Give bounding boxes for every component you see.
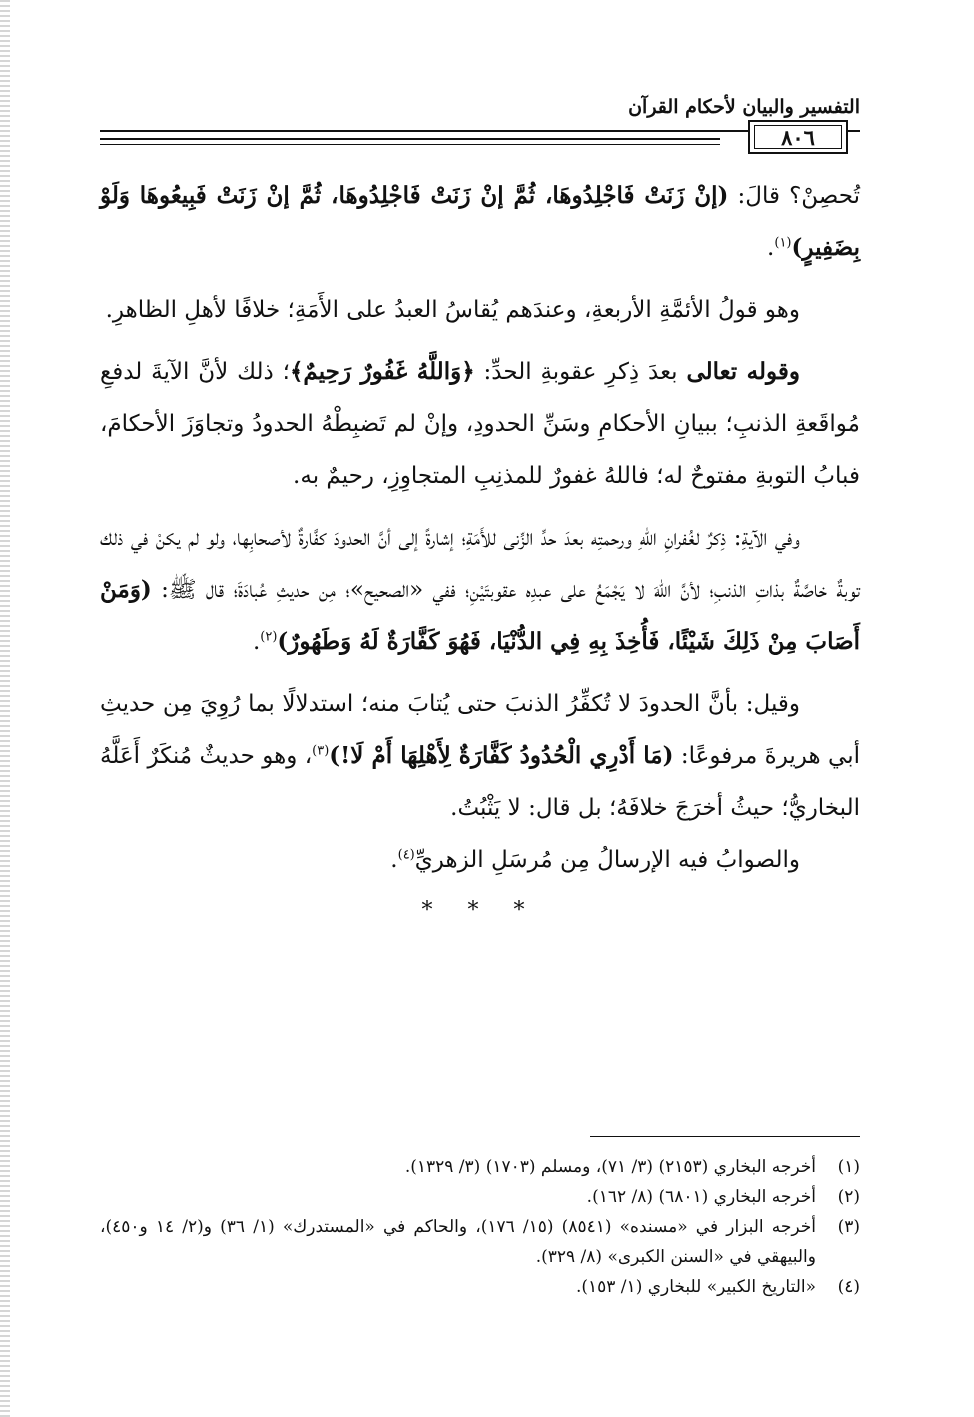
footnote-text: أخرجه البخاري (٢١٥٣) (٣/ ٧١)، ومسلم (١٧٠٣) (٣/ ١٣٢٩). <box>404 1157 816 1177</box>
paragraph-1 <box>100 170 860 274</box>
header-rule <box>100 130 860 132</box>
p3-lead: وقوله تعالى <box>686 358 800 385</box>
footnote-ref-2: (٢) <box>260 629 278 645</box>
scan-edge <box>0 0 10 1417</box>
p5-text: وقيل: بأنَّ الحدودَ لا تُكفِّرُ الذنبَ حتى يُتابَ منه؛ استدلالًا بما رُوِيَ مِن حديثِ أبي هريرةَ مرفوعًا: <box>100 691 860 769</box>
footnote-item <box>100 1272 860 1302</box>
page-number: ٨٠٦ <box>754 125 842 149</box>
footnote-number: (٤) <box>837 1277 860 1297</box>
page-number-box <box>748 120 848 154</box>
footnote-ref-1: (١) <box>774 235 792 251</box>
running-title: التفسير والبيان لأحكام القرآن <box>628 96 860 118</box>
main-text <box>100 170 860 934</box>
page-header <box>100 96 860 158</box>
p1-lead: تُحصِنْ؟ قالَ: <box>728 183 860 209</box>
footnote-ref-4: (٤) <box>397 847 415 863</box>
p6-tail: . <box>390 847 398 873</box>
footnote-text: أخرجه البزار في «مسنده» (٨٥٤١) (١٥/ ١٧٦)، والحاكم في «المستدرك» (١/ ٣٦) و(٢/ ١٤ و٤٥٠)، والبيهقي في «السنن الكبرى» (٨/ ٣٢٩). <box>100 1217 816 1267</box>
p3-text: بعدَ ذِكرِ عقوبةِ الحدِّ: <box>474 359 687 385</box>
footnote-item <box>100 1212 860 1272</box>
footnote-number: (١) <box>837 1157 860 1177</box>
p3-rest: ؛ ذلك لأنَّ الآيةَ لدفعِ مُواقَعةِ الذنبِ؛ ببيانِ الأحكامِ وسَنِّ الحدودِ، وإنْ لم تَضبِطْهُ الحدودُ وتجاوَزَ الأحكامَ، فبابُ التوبةِ مفتوحٌ له؛ فاللهُ غفورٌ للمذنِبِ المتجاوِزِ، رحيمٌ به. <box>100 359 860 489</box>
footnote-item <box>100 1152 860 1182</box>
footnote-rule <box>590 1136 860 1137</box>
footnote-text: «التاريخ الكبير» للبخاري (١/ ١٥٣). <box>575 1277 816 1297</box>
paragraph-3 <box>100 346 860 502</box>
hadith-quote-1: (إنْ زَنَتْ فَاجْلِدُوهَا، ثُمَّ إنْ زَنَتْ فَاجْلِدُوهَا، ثُمَّ إنْ زَنَتْ فَبِيعُوهَا وَلَوْ بِضَفِيرٍ) <box>100 182 860 261</box>
p6-text: والصوابُ فيه الإرسالُ مِن مُرسَلِ الزهريِّ <box>414 847 800 873</box>
section-separator: * * * <box>421 898 539 923</box>
hadith-quote-3: (مَا أَدْرِي الْحُدُودُ كَفَّارَةٌ لِأَهْلِهَا أَمْ لَا!) <box>329 742 674 769</box>
quran-verse: ﴿وَاللَّهُ غَفُورٌ رَحِيمٌ﴾ <box>289 358 475 385</box>
footnote-number: (٣) <box>837 1217 860 1237</box>
paragraph-5 <box>100 678 860 834</box>
footnote-item <box>100 1182 860 1212</box>
footnotes <box>100 1152 860 1302</box>
footnote-ref-3: (٣) <box>312 743 330 759</box>
paragraph-4 <box>100 512 860 668</box>
p1-tail: . <box>767 235 775 261</box>
footnote-text: أخرجه البخاري (٦٨٠١) (٨/ ١٦٢). <box>586 1187 816 1207</box>
p4-tail: . <box>252 629 261 655</box>
footnote-number: (٢) <box>837 1187 860 1207</box>
paragraph-2: وهو قولُ الأئمَّةِ الأربعةِ، وعندَهم يُقاسُ العبدُ على الأَمَةِ؛ خلافًا لأهلِ الظاهرِ. <box>105 297 800 323</box>
header-double-rule <box>100 138 720 145</box>
paragraph-6 <box>100 834 860 886</box>
p5-tail: ، وهو حديثٌ مُنكَرٌ أَعَلَّهُ البخاريُّ؛ حيثُ أخرَجَ خلافَهُ؛ بل قال: لا يَثْبُتُ. <box>100 743 860 821</box>
p4-text: وفي الآيةِ: ذِكرٌ لغُفرانِ اللهِ ورحمتِه بعدَ حدِّ الزِّنى للأَمَةِ؛ إشارةً إلى أنَّ الحدودَ كفَّارةٌ لأصحابِها، ولو لم يكنْ في ذلك توبةٌ خاصَّةٌ بذاتِ الذنبِ؛ لأنَّ اللهَ لا يَجْمَعُ على عبدِه عقوبتَيْنِ؛ ففي «الصحيح»؛ مِن حديثِ عُبادَةَ؛ قال ﷺ: <box>100 525 860 603</box>
hadith-quote-2: (وَمَنْ أَصَابَ مِنْ ذَلِكَ شَيْئًا، فَأُخِذَ بِهِ فِي الدُّنْيَا، فَهُوَ كَفَّارَةٌ لَهُ وَطَهُورٌ) <box>100 576 860 655</box>
